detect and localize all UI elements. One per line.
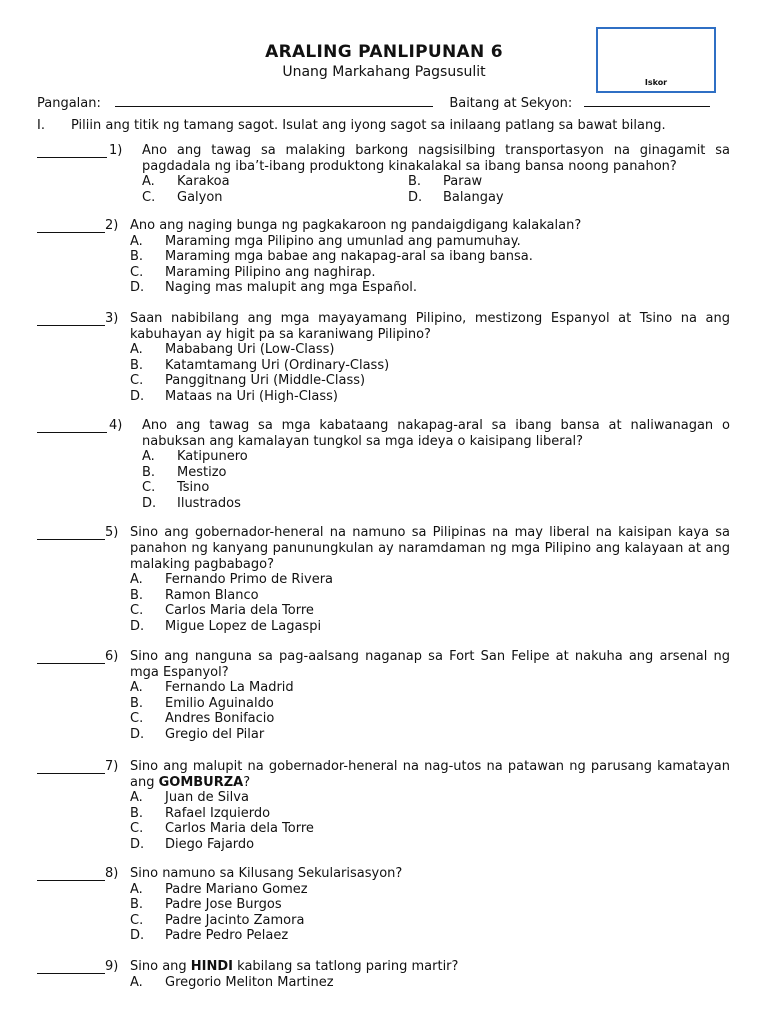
options	[142, 449, 248, 511]
option-text: Ilustrados	[177, 495, 241, 511]
option-d	[130, 280, 533, 296]
options	[130, 234, 533, 296]
question-8	[37, 866, 737, 946]
option-text: Naging mas malupit ang mga Español.	[165, 280, 418, 296]
answer-blank[interactable]	[37, 759, 105, 774]
option-letter: A.	[130, 342, 143, 357]
option-b	[130, 696, 294, 712]
option-a	[130, 572, 333, 588]
option-letter: C.	[142, 480, 156, 496]
question-3	[37, 311, 737, 405]
stem-text: Sino ang malupit na gobernador-heneral na nag-utos na patawan ng parusang kamatayan ang	[130, 759, 730, 790]
question-number: 8)	[105, 866, 119, 881]
options	[130, 572, 333, 634]
option-a	[142, 174, 230, 189]
section-blank[interactable]	[584, 94, 710, 107]
question-number: 1)	[109, 143, 123, 158]
question-6	[37, 649, 737, 743]
page-title: ARALING PANLIPUNAN 6	[265, 42, 503, 62]
answer-blank[interactable]	[37, 311, 105, 326]
question-number: 9)	[105, 959, 119, 974]
option-b	[408, 174, 482, 189]
option-d	[130, 389, 389, 405]
option-b	[130, 358, 389, 374]
option-letter: D.	[130, 280, 145, 296]
option-text: Fernando La Madrid	[165, 680, 294, 695]
stem-text-end: ?	[243, 775, 251, 790]
option-letter: C.	[130, 821, 144, 837]
instruction-number: I.	[37, 118, 45, 133]
answer-blank[interactable]	[37, 418, 107, 433]
option-letter: D.	[142, 495, 157, 511]
answer-blank[interactable]	[37, 649, 105, 664]
option-letter: B.	[130, 805, 144, 821]
question-stem: Sino namuno sa Kilusang Sekularisasyon?	[130, 866, 403, 881]
option-a	[130, 234, 533, 250]
student-info-line	[37, 94, 727, 111]
option-c	[142, 190, 223, 205]
option-text: Carlos Maria dela Torre	[165, 603, 314, 619]
question-2	[37, 218, 737, 298]
option-c	[130, 373, 389, 389]
instruction-text: Piliin ang titik ng tamang sagot. Isulat ang iyong sagot sa inilaang patlang sa bawat bilang.	[71, 118, 666, 133]
option-letter: D.	[130, 618, 145, 634]
answer-blank[interactable]	[37, 218, 105, 233]
option-text: Carlos Maria dela Torre	[165, 821, 314, 837]
question-number: 4)	[109, 418, 123, 433]
option-text: Katamtamang Uri (Ordinary-Class)	[165, 357, 390, 373]
option-letter: B.	[130, 897, 144, 913]
option-text: Padre Jose Burgos	[165, 897, 282, 913]
options	[130, 882, 308, 944]
question-number: 2)	[105, 218, 119, 233]
question-stem	[130, 959, 730, 975]
option-text: Karakoa	[177, 174, 230, 189]
question-stem: Saan nabibilang ang mga mayayamang Pilipino, mestizong Espanyol at Tsino na ang kabuhayan ay higit pa sa karaniwang Pilipino?	[130, 311, 730, 342]
name-blank[interactable]	[115, 94, 433, 107]
option-text: Padre Jacinto Zamora	[165, 912, 305, 928]
option-letter: A.	[130, 881, 143, 897]
question-number: 7)	[105, 759, 119, 774]
question-number: 5)	[105, 525, 119, 540]
option-letter: B.	[408, 174, 422, 189]
options	[130, 342, 389, 404]
option-letter: A.	[130, 790, 143, 805]
option-text: Ramon Blanco	[165, 587, 259, 603]
option-b	[130, 806, 314, 822]
option-text: Maraming mga babae ang nakapag-aral sa ibang bansa.	[165, 249, 533, 265]
page-subtitle: Unang Markahang Pagsusulit	[282, 64, 486, 80]
question-1	[37, 143, 737, 205]
option-letter: C.	[130, 264, 144, 280]
option-a	[130, 680, 294, 696]
option-text: Diego Fajardo	[165, 836, 255, 852]
option-b	[130, 249, 533, 265]
option-d	[130, 619, 333, 635]
option-letter: D.	[408, 189, 423, 205]
option-text: Balangay	[443, 189, 504, 205]
option-text: Galyon	[177, 189, 223, 205]
option-letter: D.	[130, 836, 145, 852]
option-text: Maraming Pilipino ang naghirap.	[165, 264, 376, 280]
option-letter: A.	[130, 572, 143, 587]
option-c	[130, 821, 314, 837]
option-text: Fernando Primo de Rivera	[165, 572, 334, 587]
option-text: Panggitnang Uri (Middle-Class)	[165, 373, 366, 389]
option-text: Maraming mga Pilipino ang umunlad ang pamumuhay.	[165, 233, 521, 249]
stem-text-end: kabilang sa tatlong paring martir?	[233, 959, 459, 974]
option-c	[142, 480, 248, 496]
option-d	[142, 496, 248, 512]
instruction	[37, 118, 737, 133]
stem-text: Sino ang	[130, 959, 191, 974]
option-a	[130, 882, 308, 898]
option-text: Gregorio Meliton Martinez	[165, 974, 334, 990]
options	[130, 790, 314, 852]
option-text: Padre Mariano Gomez	[165, 881, 308, 897]
option-letter: A.	[130, 233, 143, 249]
option-text: Mababang Uri (Low-Class)	[165, 342, 335, 357]
answer-blank[interactable]	[37, 866, 105, 881]
option-text: Emilio Aguinaldo	[165, 695, 274, 711]
question-stem: Ano ang tawag sa malaking barkong nagsisilbing transportasyon na ginagamit sa pagdadala ng iba’t-ibang produktong kinakalakal sa ibang bansa noong panahon?	[142, 143, 730, 174]
stem-emphasis: GOMBURZA	[158, 775, 244, 790]
option-text: Paraw	[443, 174, 483, 189]
option-text: Gregio del Pilar	[165, 726, 265, 742]
option-letter: B.	[130, 587, 144, 603]
question-9	[37, 959, 737, 995]
option-a	[130, 975, 334, 991]
option-c	[130, 711, 294, 727]
score-box[interactable]	[596, 27, 716, 93]
answer-blank[interactable]	[37, 959, 105, 974]
option-letter: C.	[130, 711, 144, 727]
option-text: Andres Bonifacio	[165, 711, 275, 727]
option-text: Katipunero	[177, 449, 248, 464]
option-d	[408, 190, 504, 205]
option-letter: B.	[130, 695, 144, 711]
option-letter: A.	[130, 680, 143, 695]
option-b	[130, 897, 308, 913]
option-b	[130, 588, 333, 604]
option-text: Juan de Silva	[165, 790, 249, 805]
option-c	[130, 603, 333, 619]
stem-emphasis: HINDI	[190, 959, 234, 974]
section-label: Baitang at Sekyon:	[449, 96, 573, 111]
question-5	[37, 525, 737, 635]
option-b	[142, 465, 248, 481]
option-letter: B.	[142, 464, 156, 480]
answer-blank[interactable]	[37, 525, 105, 540]
option-c	[130, 265, 533, 281]
question-stem: Ano ang tawag sa mga kabataang nakapag-aral sa ibang bansa at naliwanagan o nabuksan ang kamalayan tungkol sa mga ideya o kaisipang liberal?	[142, 418, 730, 449]
question-stem: Ano ang naging bunga ng pagkakaroon ng pandaigdigang kalakalan?	[130, 218, 582, 233]
option-d	[130, 928, 308, 944]
option-text: Mestizo	[177, 464, 227, 480]
question-number: 6)	[105, 649, 119, 664]
question-stem	[130, 759, 730, 791]
question-stem: Sino ang gobernador-heneral na namuno sa Pilipinas na may liberal na kaisipan kaya sa panahon ng kanyang panunungkulan ay naramdaman ng mga Pilipino ang kalayaan at ang malaking pagbabago?	[130, 525, 730, 572]
name-label: Pangalan:	[37, 96, 101, 111]
option-letter: C.	[130, 373, 144, 389]
option-text: Migue Lopez de Lagaspi	[165, 618, 322, 634]
option-letter: C.	[130, 912, 144, 928]
option-text: Padre Pedro Pelaez	[165, 928, 289, 944]
question-number: 3)	[105, 311, 119, 326]
options	[130, 680, 294, 742]
option-letter: B.	[130, 357, 144, 373]
question-4	[37, 418, 737, 512]
option-text: Tsino	[177, 480, 210, 496]
options	[130, 975, 334, 991]
option-c	[130, 913, 308, 929]
option-letter: D.	[130, 928, 145, 944]
question-7	[37, 759, 737, 853]
option-text: Rafael Izquierdo	[165, 805, 271, 821]
option-letter: D.	[130, 726, 145, 742]
option-d	[130, 837, 314, 853]
option-text: Mataas na Uri (High-Class)	[165, 388, 338, 404]
option-letter: A.	[142, 174, 155, 189]
option-letter: C.	[130, 603, 144, 619]
option-letter: B.	[130, 249, 144, 265]
answer-blank[interactable]	[37, 143, 107, 158]
option-letter: C.	[142, 189, 156, 205]
score-label: Iskor	[644, 78, 668, 87]
option-d	[130, 727, 294, 743]
question-stem: Sino ang nanguna sa pag-aalsang naganap sa Fort San Felipe at nakuha ang arsenal ng mga Espanyol?	[130, 649, 730, 680]
option-a	[130, 342, 389, 358]
option-letter: A.	[142, 449, 155, 464]
option-a	[130, 790, 314, 806]
option-a	[142, 449, 248, 465]
option-letter: D.	[130, 388, 145, 404]
option-letter: A.	[130, 974, 143, 990]
